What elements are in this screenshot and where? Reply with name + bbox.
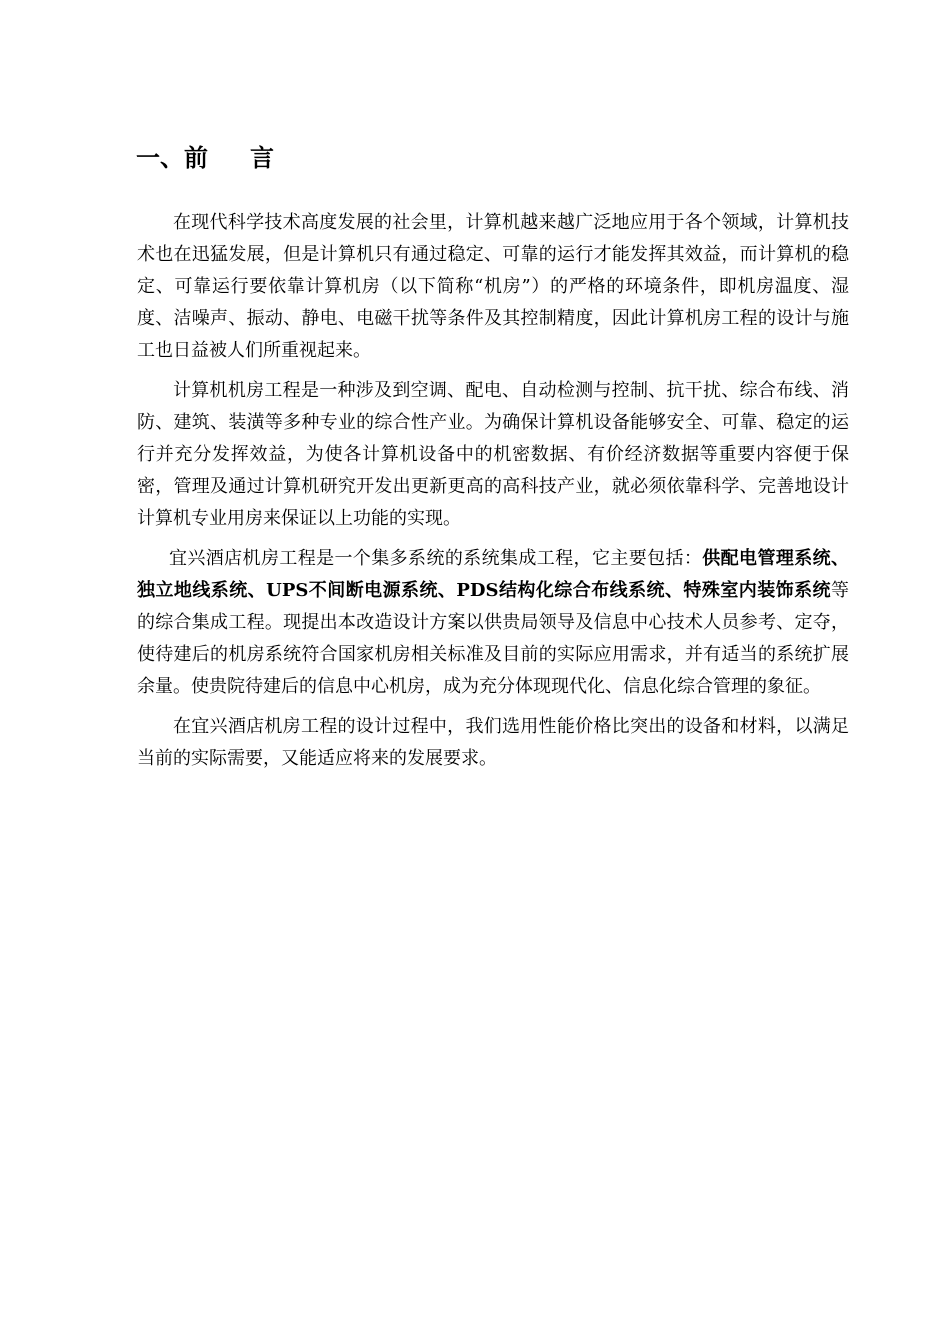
paragraph-3-rest: 等的综合集成工程。现提出本改造设计方案以供贵局领导及信息中心技术人员参考、定夺，使待建后的机房系统符合国家机房相关标准及目前的实际应用需求，并有适当的系统扩展余量。使贵院待建后的信息中心机房，成为充分体现现代化、信息化综合管理的象征。 [137, 580, 849, 697]
heading-number: 一、 [136, 143, 184, 172]
heading-word-1: 前 [184, 143, 208, 172]
paragraph-2: 计算机机房工程是一种涉及到空调、配电、自动检测与控制、抗干扰、综合布线、消防、建筑、装潢等多种专业的综合性产业。为确保计算机设备能够安全、可靠、稳定的运行并充分发挥效益，为使各计算机设备中的机密数据、有价经济数据等重要内容便于保密，管理及通过计算机研究开发出更新更高的高科技产业，就必须依靠科学、完善地设计计算机专业用房来保证以上功能的实现。 [137, 380, 849, 529]
heading-word-2: 言 [250, 143, 274, 172]
paragraph-3-systems-bold: 供配电管理系统、独立地线系统、UPS不间断电源系统、PDS结构化综合布线系统、特殊室内装饰系统 [137, 548, 850, 601]
section-heading [136, 140, 274, 176]
paragraph-1: 在现代科学技术高度发展的社会里，计算机越来越广泛地应用于各个领域，计算机技术也在迅猛发展，但是计算机只有通过稳定、可靠的运行才能发挥其效益，而计算机的稳定、可靠运行要依靠计算机房（以下简称“机房”）的严格的环境条件，即机房温度、湿度、洁噪声、振动、静电、电磁干扰等条件及其控制精度，因此计算机房工程的设计与施工也日益被人们所重视起来。 [137, 212, 849, 361]
paragraph-3-intro: 宜兴酒店机房工程是一个集多系统的系统集成工程，它主要包括： [169, 548, 703, 569]
paragraph-4: 在宜兴酒店机房工程的设计过程中，我们选用性能价格比突出的设备和材料，以满足当前的实际需要，又能适应将来的发展要求。 [137, 716, 849, 769]
document-body [137, 207, 849, 775]
paragraph-3 [137, 543, 849, 703]
